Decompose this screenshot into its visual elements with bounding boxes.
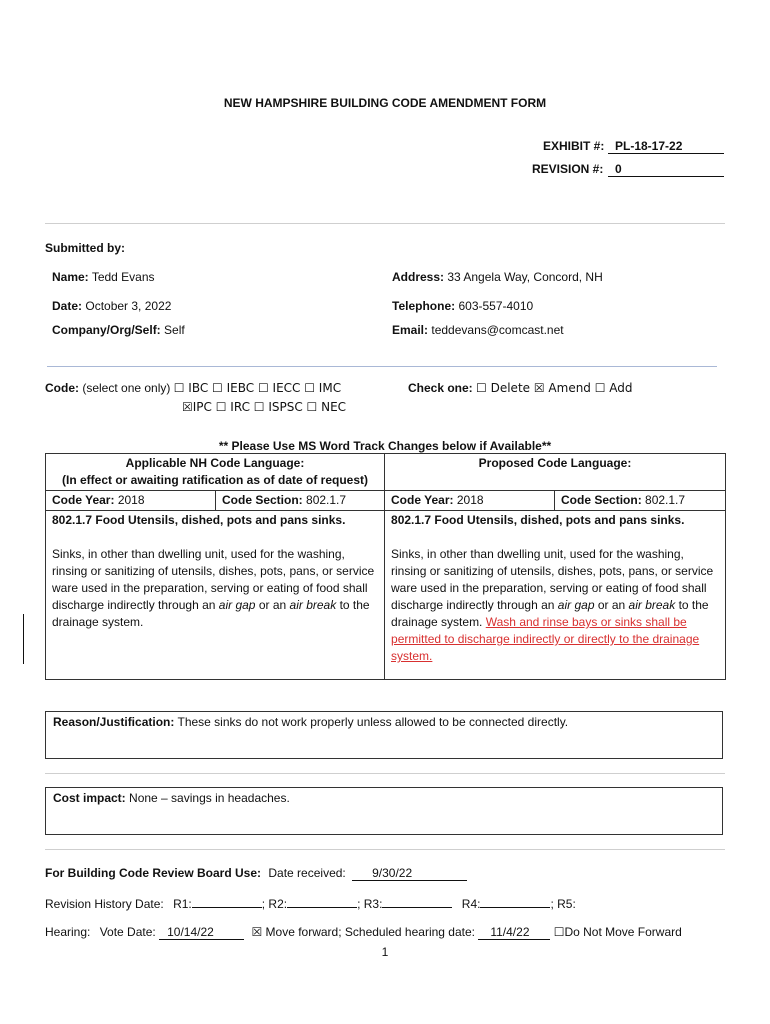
section-title-right: 802.1.7 Food Utensils, dished, pots and pans sinks. [391,513,685,527]
telephone-row [392,299,533,313]
table-header-row [46,454,726,491]
date-value: October 3, 2022 [85,299,172,313]
company-label: Company/Org/Self: [52,323,161,337]
table-row [46,511,726,680]
divider [45,223,725,224]
company-row [52,323,185,337]
r2-field[interactable] [287,895,357,908]
email-label: Email: [392,323,429,337]
applicable-header: Applicable NH Code Language: (In effect or awaiting ratification as of date of request) [46,454,385,491]
exhibit-value: PL-18-17-22 [608,139,724,154]
r1-field[interactable] [192,895,262,908]
applicable-text: Sinks, in other than dwelling unit, used for the washing, rinsing or sanitizing of utensils, dishes, pots, pans, or service ware used in the preparation, serving or eating of food shall discharge indirectly through an air gap or an air break to the drainage system. [52,547,375,629]
vote-date-value[interactable]: 10/14/22 [159,925,244,940]
revision-label: REVISION #: [532,162,604,176]
code-row-1 [45,381,341,395]
hearing-label: Hearing: [45,925,91,939]
board-label: For Building Code Review Board Use: [45,866,262,880]
vote-date-label: Vote Date: [99,925,156,939]
cost-label: Cost impact: [53,791,126,805]
date-received-value[interactable]: 9/30/22 [352,866,467,881]
reason-label: Reason/Justification: [53,715,175,729]
r3-field[interactable] [382,895,452,908]
proposed-text: Sinks, in other than dwelling unit, used for the washing, rinsing or sanitizing of utensils, dishes, pots, pans, or service ware used in the preparation, serving or eating of food shall discharge indirectly through an air gap or an air break to the drainage system. Wash and rinse bays or sinks shall be permitted to discharge indirectly or directly to the drainage system. [391,547,714,663]
cost-text: None – savings in headaches. [129,791,290,805]
email-row [392,323,564,337]
reason-text: These sinks do not work properly unless allowed to be connected directly. [177,715,569,729]
check-one-options[interactable]: ☐ Delete ☒ Amend ☐ Add [476,381,633,395]
form-title: NEW HAMPSHIRE BUILDING CODE AMENDMENT FORM [223,96,547,110]
check-one-row [408,381,633,395]
r5-label: ; R5: [550,897,576,911]
code-label: Code: [45,381,79,395]
move-forward-option[interactable]: ☒ Move forward; Scheduled hearing date: [251,925,475,939]
email-value: teddevans@comcast.net [431,323,564,337]
telephone-label: Telephone: [392,299,456,313]
board-row [45,866,467,881]
address-row [392,270,603,284]
track-changes-note: ** Please Use MS Word Track Changes below if Available** [218,439,552,453]
revision-history-row [45,895,576,911]
code-checkboxes-row-2[interactable]: ☒IPC ☐ IRC ☐ ISPSC ☐ NEC [182,400,347,414]
r1-label: R1: [173,897,192,911]
cost-box[interactable] [45,787,723,835]
scheduled-date-value[interactable]: 11/4/22 [478,925,550,940]
r3-label: ; R3: [357,897,383,911]
do-not-move-option[interactable]: ☐Do Not Move Forward [553,925,682,939]
code-note: (select one only) [82,381,171,395]
reason-box[interactable] [45,711,723,759]
code-year-right: Code Year: 2018 [385,491,555,511]
divider-blue [47,366,717,367]
code-section-left: Code Section: 802.1.7 [216,491,385,511]
date-row [52,299,171,313]
date-label: Date: [52,299,83,313]
revision-value: 0 [608,162,724,177]
telephone-value: 603-557-4010 [458,299,534,313]
change-bar [23,614,24,664]
address-label: Address: [392,270,445,284]
r2-label: ; R2: [261,897,288,911]
exhibit-label: EXHIBIT #: [543,139,605,153]
date-received-label: Date received: [268,866,346,880]
proposed-insertion: Wash and rinse bays or sinks shall be permitted to discharge indirectly or directly to the drainage system. [391,615,700,663]
submitted-heading: Submitted by: [45,241,125,255]
company-value: Self [164,323,185,337]
page-number: 1 [381,945,389,959]
code-language-table [45,453,726,680]
hearing-row [45,925,682,940]
divider [45,773,725,774]
code-section-right: Code Section: 802.1.7 [555,491,726,511]
name-value: Tedd Evans [91,270,155,284]
r4-field[interactable] [480,895,550,908]
check-one-label: Check one: [408,381,473,395]
revision-history-label: Revision History Date: [45,897,164,911]
section-title-left: 802.1.7 Food Utensils, dished, pots and pans sinks. [52,513,346,527]
r4-label: R4: [461,897,481,911]
address-value: 33 Angela Way, Concord, NH [447,270,603,284]
code-checkboxes-row-1[interactable]: ☐ IBC ☐ IEBC ☐ IECC ☐ IMC [173,381,342,395]
table-row [46,491,726,511]
code-year-left: Code Year: 2018 [46,491,216,511]
name-label: Name: [52,270,89,284]
applicable-language-cell[interactable] [46,511,385,680]
name-row [52,270,155,284]
proposed-language-cell[interactable] [385,511,726,680]
proposed-header: Proposed Code Language: [385,454,726,491]
divider [45,849,725,850]
